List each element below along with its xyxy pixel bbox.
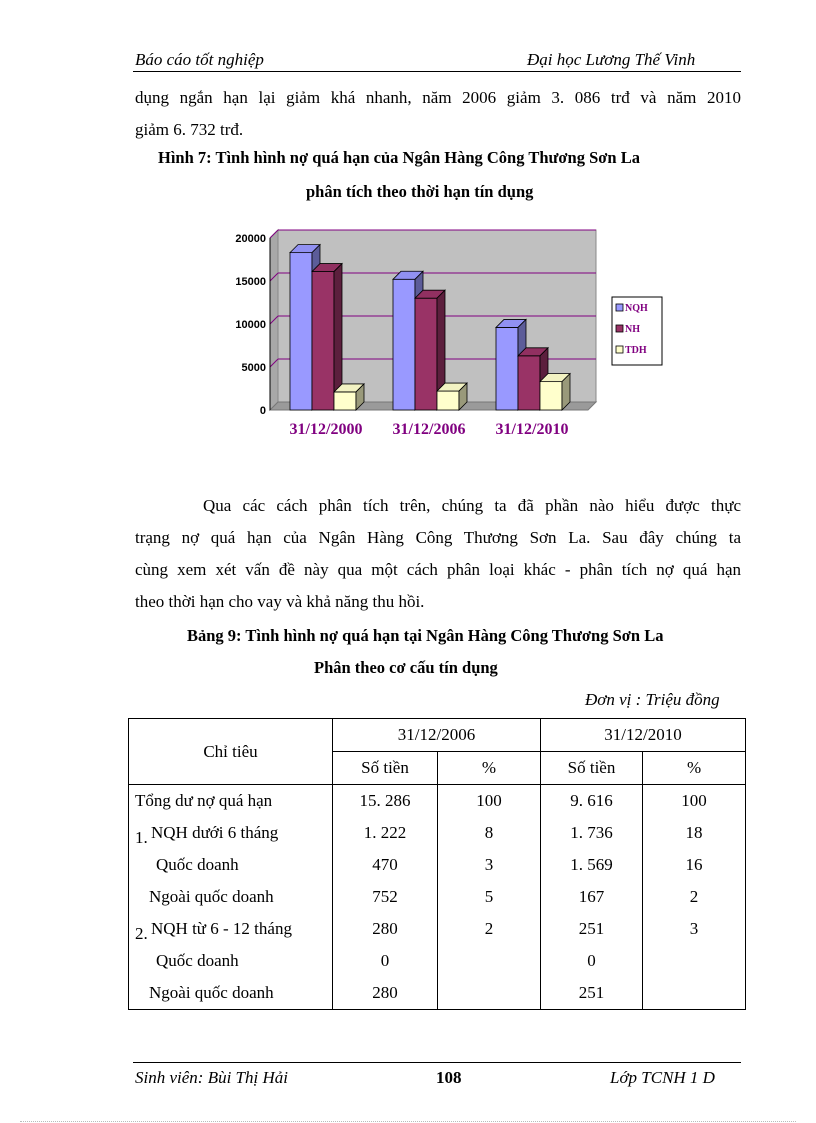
col-header-year-1: 31/12/2006 [333, 719, 541, 752]
row-label [129, 881, 333, 913]
cell-p2: 100 [643, 785, 746, 818]
cell-a2: 9. 616 [541, 785, 643, 818]
bar-chart [220, 225, 670, 450]
data-table [128, 718, 746, 1010]
y-tick-label: 15000 [235, 276, 266, 288]
row-label-text: NQH từ 6 - 12 tháng [151, 919, 292, 938]
cell-p1: 5 [438, 881, 541, 913]
row-label [129, 849, 333, 881]
row-label-text: Ngoài quốc doanh [149, 983, 274, 1002]
intro-text [135, 82, 741, 146]
intro-line-1: dụng ngắn hạn lại giảm khá nhanh, năm 2006 giảm 3. 086 trđ và năm 2010 [135, 88, 741, 107]
table-row [129, 881, 746, 913]
table-row [129, 977, 746, 1010]
cell-p1 [438, 945, 541, 977]
paragraph-line-3: cùng xem xét vấn đề này qua một cách phân loại khác - phân tích nợ quá hạn [135, 560, 741, 579]
table-row [129, 785, 746, 818]
intro-line-2: giảm 6. 732 trđ. [135, 120, 244, 139]
cell-a2: 251 [541, 977, 643, 1010]
footer-right: Lớp TCNH 1 D [610, 1068, 715, 1087]
table-caption-line-2: Phân theo cơ cấu tín dụng [314, 658, 498, 677]
table-row [129, 817, 746, 849]
paragraph-line-1: Qua các cách phân tích trên, chúng ta đã phần nào hiểu được thực [203, 496, 741, 515]
legend-label-nh: NH [625, 324, 640, 335]
cell-p2: 2 [643, 881, 746, 913]
bar-tdh [334, 392, 356, 410]
cell-p2: 3 [643, 913, 746, 945]
bar-nqh [393, 279, 415, 410]
cell-p2: 16 [643, 849, 746, 881]
cell-p2 [643, 945, 746, 977]
y-tick-label: 0 [259, 405, 266, 417]
row-label [129, 945, 333, 977]
col-header-amount-1: Số tiền [333, 752, 438, 785]
row-label [129, 817, 333, 849]
cell-a1: 470 [333, 849, 438, 881]
col-header-percent-2: % [643, 752, 746, 785]
row-label-text: NQH dưới 6 tháng [151, 823, 279, 842]
bar-nqh [290, 253, 312, 410]
y-tick-label: 20000 [235, 233, 266, 245]
table-caption-line-1: Bảng 9: Tình hình nợ quá hạn tại Ngân Hàng Công Thương Sơn La [187, 626, 664, 645]
cell-a2: 167 [541, 881, 643, 913]
header-rule [133, 71, 741, 72]
paragraph-line-2: trạng nợ quá hạn của Ngân Hàng Công Thương Sơn La. Sau đây chúng ta [135, 528, 741, 547]
paragraph-line-4: theo thời hạn cho vay và khả năng thu hồi. [135, 592, 425, 611]
header-left: Báo cáo tốt nghiệp [135, 50, 264, 69]
cell-a1: 280 [333, 977, 438, 1010]
bar-nh [518, 356, 540, 410]
row-label-text: Quốc doanh [156, 951, 239, 970]
cell-a2: 0 [541, 945, 643, 977]
table-row [129, 945, 746, 977]
row-number: 1. [135, 828, 148, 847]
x-tick-label: 31/12/2006 [392, 421, 466, 438]
figure-caption-line-2: phân tích theo thời hạn tín dụng [306, 182, 534, 201]
page-edge-dotted-line [20, 1121, 796, 1122]
bar-tdh [437, 391, 459, 410]
bar-nh [312, 272, 334, 410]
legend-swatch-tdh [616, 346, 623, 353]
col-header-percent-1: % [438, 752, 541, 785]
cell-p1: 3 [438, 849, 541, 881]
col-header-chi-tieu: Chỉ tiêu [129, 719, 333, 785]
col-header-year-2: 31/12/2010 [541, 719, 746, 752]
bar-tdh [540, 382, 562, 410]
bar-nqh [496, 327, 518, 410]
body-paragraph [135, 490, 741, 618]
row-label [129, 977, 333, 1010]
bar-nh [415, 298, 437, 410]
legend-swatch-nh [616, 325, 623, 332]
table-row [129, 849, 746, 881]
cell-a1: 752 [333, 881, 438, 913]
cell-a2: 1. 736 [541, 817, 643, 849]
row-label-text: Tổng dư nợ quá hạn [135, 791, 273, 810]
y-tick-label: 5000 [241, 362, 266, 374]
cell-p2 [643, 977, 746, 1010]
row-label [129, 785, 333, 818]
cell-p1 [438, 977, 541, 1010]
y-tick-label: 10000 [235, 319, 266, 331]
cell-p1: 2 [438, 913, 541, 945]
table-row [129, 913, 746, 945]
cell-p2: 18 [643, 817, 746, 849]
cell-p1: 8 [438, 817, 541, 849]
cell-a1: 280 [333, 913, 438, 945]
row-label-text: Quốc doanh [156, 855, 239, 874]
row-label-text: Ngoài quốc doanh [149, 887, 274, 906]
col-header-amount-2: Số tiền [541, 752, 643, 785]
header-right: Đại học Lương Thế Vinh [527, 50, 696, 69]
footer-rule [133, 1062, 741, 1063]
row-label [129, 913, 333, 945]
x-tick-label: 31/12/2000 [289, 421, 363, 438]
cell-a2: 1. 569 [541, 849, 643, 881]
footer-left: Sinh viên: Bùi Thị Hải [135, 1068, 288, 1087]
legend-label-nqh: NQH [625, 303, 648, 314]
x-tick-label: 31/12/2010 [495, 421, 569, 438]
cell-a1: 0 [333, 945, 438, 977]
cell-p1: 100 [438, 785, 541, 818]
cell-a2: 251 [541, 913, 643, 945]
legend-label-tdh: TDH [625, 345, 647, 356]
cell-a1: 15. 286 [333, 785, 438, 818]
cell-a1: 1. 222 [333, 817, 438, 849]
legend-swatch-nqh [616, 304, 623, 311]
page-number: 108 [436, 1068, 462, 1087]
row-number: 2. [135, 924, 148, 943]
unit-label: Đơn vị : Triệu đồng [585, 690, 720, 709]
figure-caption-line-1: Hình 7: Tình hình nợ quá hạn của Ngân Hàng Công Thương Sơn La [158, 148, 640, 167]
